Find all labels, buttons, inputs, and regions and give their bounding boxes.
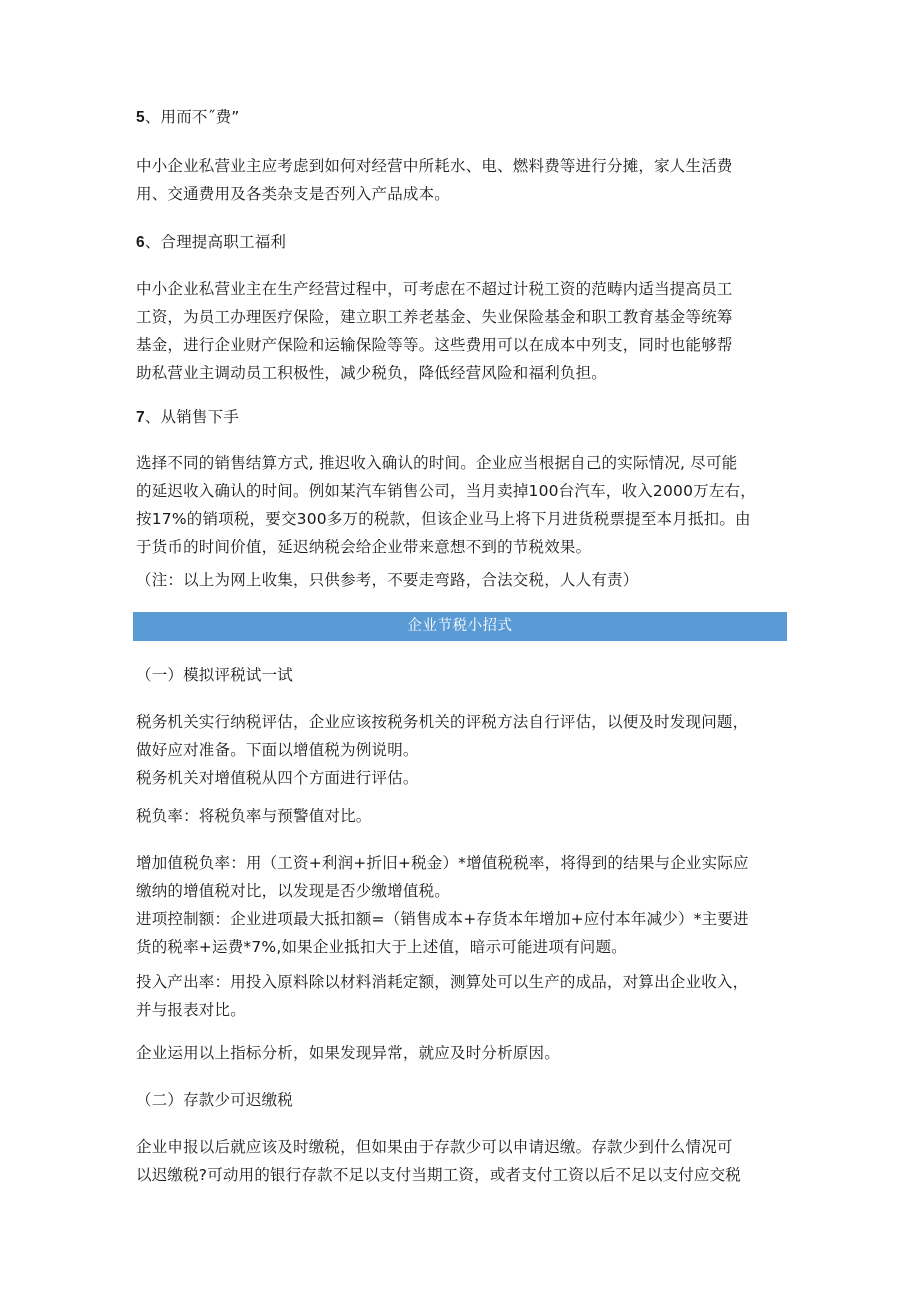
section-7-body [136, 449, 796, 561]
part-2-heading: （二）存款少可迟缴税 [136, 1091, 294, 1109]
paragraph-line: 缴纳的增值税对比，以发现是否少缴增值税。 [136, 882, 451, 900]
paragraph-line: 做好应对准备。下面以增值税为例说明。 [136, 741, 419, 759]
section-6-number: 6 [136, 234, 145, 251]
part-1-heading: （一）模拟评税试一试 [136, 666, 294, 684]
paragraph-line: 企业申报以后就应该及时缴税，但如果由于存款少可以申请迟缴。存款少到什么情况可 [136, 1138, 733, 1156]
paragraph-line: 的延迟收入确认的时间。例如某汽车销售公司，当月卖掉100台汽车，收入2000万左右， [136, 482, 756, 500]
paragraph-line: 税务机关对增值税从四个方面进行评估。 [136, 769, 419, 787]
paragraph-line: 选择不同的销售结算方式, 推迟收入确认的时间。企业应当根据自己的实际情况, 尽可能 [136, 454, 738, 472]
input-output-text [136, 968, 796, 1024]
section-7-number: 7 [136, 409, 145, 426]
section-banner: 企业节税小招式 [133, 612, 787, 641]
paragraph-line: 并与报表对比。 [136, 1001, 246, 1019]
part-1-intro [136, 708, 796, 792]
section-5-body [136, 152, 796, 208]
section-6-body [136, 275, 796, 387]
paragraph-line: 税务机关实行纳税评估，企业应该按税务机关的评税方法自行评估，以便及时发现问题， [136, 713, 749, 731]
paragraph-line: 中小企业私营业主应考虑到如何对经营中所耗水、电、燃料费等进行分摊，家人生活费 [136, 157, 733, 175]
section-7-heading [136, 403, 796, 432]
paragraph-line: 基金，进行企业财产保险和运输保险等等。这些费用可以在成本中列支，同时也能够帮 [136, 336, 733, 354]
paragraph-line: 中小企业私营业主在生产经营过程中，可考虑在不超过计税工资的范畴内适当提高员工 [136, 280, 733, 298]
section-7-title: 、从销售下手 [144, 408, 240, 426]
part-2-body [136, 1133, 796, 1189]
paragraph-line: 工资，为员工办理医疗保险，建立职工养老基金、失业保险基金和职工教育基金等统筹 [136, 308, 733, 326]
paragraph-line: 进项控制额：企业进项最大抵扣额=（销售成本+存货本年增加+应付本年减少）*主要进 [136, 910, 749, 928]
tax-burden-rate-text: 税负率：将税负率与预警值对比。 [136, 807, 372, 825]
paragraph-line: 按17%的销项税，要交300多万的税款，但该企业马上将下月进货税票提至本月抵扣。由 [136, 510, 751, 528]
paragraph-line: 增加值税负率：用（工资+利润+折旧+税金）*增值税税率，将得到的结果与企业实际应 [136, 854, 749, 872]
section-6-title: 、合理提高职工福利 [144, 233, 287, 251]
paragraph-line: 投入产出率：用投入原料除以材料消耗定额，测算处可以生产的成品，对算出企业收入， [136, 973, 749, 991]
analysis-text: 企业运用以上指标分析，如果发现异常，就应及时分析原因。 [136, 1044, 560, 1062]
paragraph-line: 用、交通费用及各类杂支是否列入产品成本。 [136, 185, 451, 203]
paragraph-line: 以迟缴税?可动用的银行存款不足以支付当期工资，或者支付工资以后不足以支付应交税 [136, 1166, 742, 1184]
section-6-heading [136, 228, 796, 257]
note-text: （注：以上为网上收集，只供参考，不要走弯路，合法交税，人人有责） [136, 571, 639, 589]
added-value-text [136, 849, 796, 961]
section-5-heading [136, 103, 796, 132]
section-5-title: 、用而不˝费” [144, 108, 240, 126]
paragraph-line: 于货币的时间价值，延迟纳税会给企业带来意想不到的节税效果。 [136, 538, 592, 556]
paragraph-line: 货的税率+运费*7%,如果企业抵扣大于上述值，暗示可能进项有问题。 [136, 938, 627, 956]
paragraph-line: 助私营业主调动员工积极性，减少税负，降低经营风险和福利负担。 [136, 364, 608, 382]
section-5-number: 5 [136, 109, 145, 126]
